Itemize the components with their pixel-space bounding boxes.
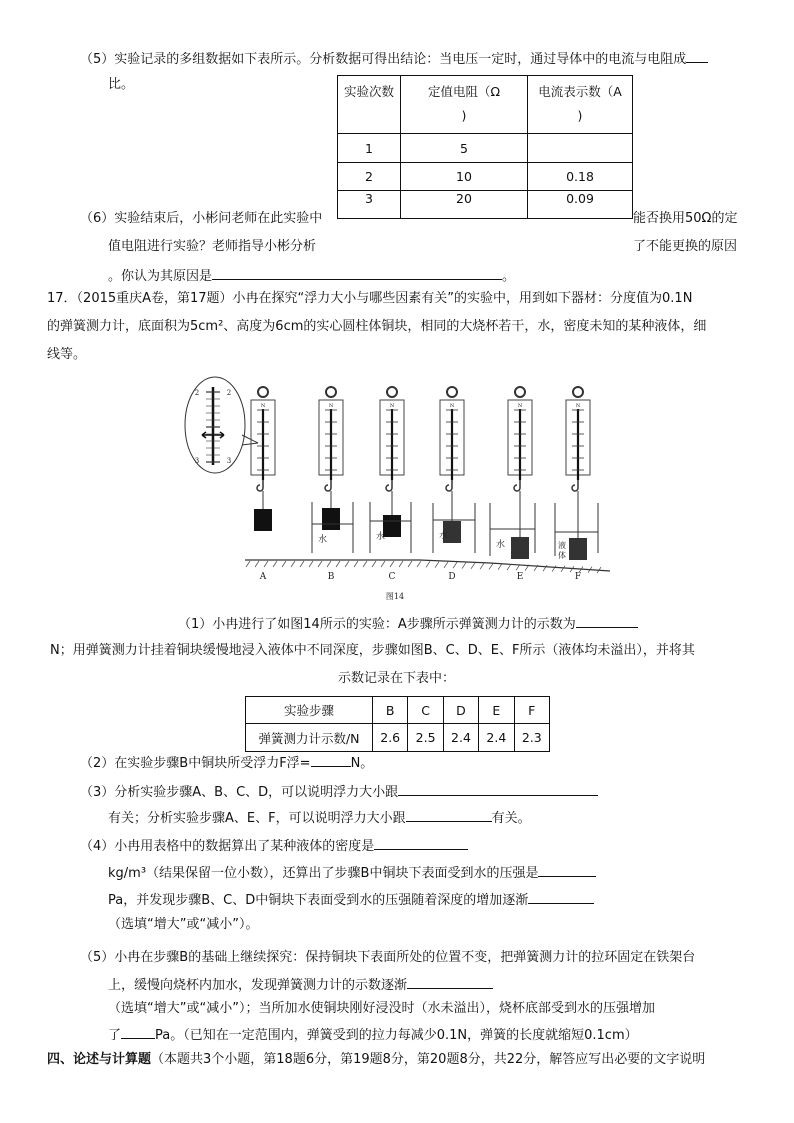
ground-hatch bbox=[471, 563, 475, 569]
copper-block bbox=[322, 508, 340, 530]
q17-part3-text2: 有关；分析实验步骤A、E、F，可以说明浮力大小跟 bbox=[108, 811, 406, 826]
cell: 2 bbox=[338, 163, 401, 191]
pull-ring-icon bbox=[258, 387, 268, 397]
ground-hatch bbox=[399, 561, 403, 567]
unit-label: N bbox=[260, 403, 266, 409]
table-row bbox=[338, 191, 633, 219]
unit-label: N bbox=[389, 403, 395, 409]
answer-blank[interactable] bbox=[406, 808, 492, 822]
ground-hatch bbox=[363, 561, 367, 567]
q17-part4-line3 bbox=[108, 890, 594, 910]
ground-hatch bbox=[255, 561, 259, 567]
q16-part5 bbox=[80, 49, 708, 69]
cell: 2.6 bbox=[373, 724, 408, 752]
header-resistance-text: 定值电阻（Ω bbox=[427, 84, 501, 99]
q17-part2-text: （2）在实验步骤B中铜块所受浮力F浮= bbox=[80, 756, 311, 771]
unit: N。 bbox=[350, 756, 374, 771]
q17-part5-pre: 了 bbox=[108, 1028, 122, 1043]
q17-part4-line1 bbox=[80, 836, 468, 856]
cell: 0.18 bbox=[528, 163, 633, 191]
table-row-values bbox=[246, 724, 550, 752]
ground-hatch bbox=[264, 561, 268, 567]
q17-part4-text2: kg/m³（结果保留一位小数），还算出了步骤B中铜块下表面受到水的压强是 bbox=[108, 866, 539, 881]
ground-hatch bbox=[489, 563, 493, 569]
pull-ring-icon bbox=[447, 387, 457, 397]
ground-hatch bbox=[480, 563, 484, 569]
cell bbox=[528, 134, 633, 163]
q17-part1-line2: N；用弹簧测力计挂着铜块缓慢地浸入液体中不同深度，步骤如图B、C、D、E、F所示（液体均未溢出），并将其 bbox=[50, 643, 695, 658]
ground-hatch bbox=[435, 562, 439, 568]
table-row bbox=[338, 163, 633, 191]
answer-blank[interactable] bbox=[212, 266, 502, 280]
unit-label: N bbox=[328, 403, 334, 409]
zoom-tick-label: 2 bbox=[226, 389, 232, 397]
header-trial: 实验次数 bbox=[338, 76, 401, 134]
q16-part6-line1: （6）实验结束后，小彬问老师在此实验中 bbox=[80, 211, 323, 226]
cell: B bbox=[373, 697, 408, 724]
period: 。 bbox=[502, 269, 516, 284]
table-row-steps bbox=[246, 697, 550, 724]
figure-14-spring-scales bbox=[170, 375, 620, 605]
q17-part3-text: （3）分析实验步骤A、B、C、D，可以说明浮力大小跟 bbox=[80, 785, 399, 800]
ground-hatch bbox=[273, 561, 277, 567]
q17-part3-line1 bbox=[80, 782, 598, 802]
unit-label: N bbox=[449, 403, 455, 409]
spring-scale-D bbox=[433, 387, 475, 553]
step-label-C: C bbox=[388, 572, 396, 582]
cell: 3 bbox=[338, 191, 401, 219]
q17-part3-line2 bbox=[108, 808, 531, 828]
q17-part5-line2 bbox=[108, 975, 493, 995]
answer-blank[interactable] bbox=[686, 49, 708, 63]
cell: 2.5 bbox=[408, 724, 443, 752]
ground-hatch bbox=[372, 561, 376, 567]
q17-intro-line2: 的弹簧测力计，底面积为5cm²、高度为6cm的实心圆柱体铜块，相同的大烧杯若干，水，密度未知的某种液体，细 bbox=[47, 319, 707, 334]
ground-hatch bbox=[336, 561, 340, 567]
answer-blank[interactable] bbox=[407, 975, 493, 989]
header-resistance bbox=[401, 76, 528, 134]
step-label-D: D bbox=[448, 572, 456, 582]
ground-hatch bbox=[390, 561, 394, 567]
copper-block bbox=[254, 509, 272, 531]
ground-hatch bbox=[561, 566, 565, 572]
q16-part6-line3-text: 。你认为其原因是 bbox=[108, 269, 213, 284]
cell: F bbox=[514, 697, 549, 724]
q17-part4-line2 bbox=[108, 863, 596, 883]
table-header-row bbox=[338, 76, 633, 134]
zoom-tick-label: 2 bbox=[194, 389, 200, 397]
ground-hatch bbox=[309, 561, 313, 567]
water-label: 水 bbox=[376, 532, 386, 542]
q17-part1-line3: 示数记录在下表中： bbox=[338, 671, 456, 686]
zoom-tick-label: 3 bbox=[226, 457, 232, 465]
header-current bbox=[528, 76, 633, 134]
figure-caption: 图14 bbox=[385, 592, 405, 601]
q16-part5-end: 比。 bbox=[108, 77, 135, 92]
ground-hatch bbox=[552, 566, 556, 572]
answer-blank[interactable] bbox=[374, 836, 468, 850]
ground-hatch bbox=[498, 564, 502, 570]
q16-part6-line3 bbox=[108, 266, 515, 286]
section-description: （本题共3个小题，第18题6分，第19题8分，第20题8分，共22分，解答应写出必要的文字说明 bbox=[151, 1052, 706, 1067]
q17-part5-text2: 上，缓慢向烧杯内加水，发现弹簧测力计的示数逐渐 bbox=[108, 978, 408, 993]
ground-hatch bbox=[507, 564, 511, 570]
section-4-heading bbox=[47, 1051, 705, 1069]
cell: 5 bbox=[401, 134, 528, 163]
water-label: 水 bbox=[496, 540, 506, 550]
ground-hatch bbox=[408, 561, 412, 567]
copper-block bbox=[383, 515, 401, 537]
cell: E bbox=[479, 697, 514, 724]
ground-hatch bbox=[300, 561, 304, 567]
pull-ring-icon bbox=[387, 387, 397, 397]
header-current-tail: ) bbox=[577, 108, 583, 123]
cell: 10 bbox=[401, 163, 528, 191]
section-title: 四、论述与计算题 bbox=[47, 1052, 152, 1067]
q17-part5-line4 bbox=[108, 1025, 638, 1045]
ground-hatch bbox=[444, 562, 448, 568]
q17-intro-line1: 17．（2015重庆A卷，第17题）小冉在探究“浮力大小与哪些因素有关”的实验中，用到如下器材：分度值为0.1N bbox=[47, 291, 693, 306]
ground-hatch bbox=[327, 561, 331, 567]
ground-hatch bbox=[291, 561, 295, 567]
ground-hatch bbox=[381, 561, 385, 567]
q16-part5-text: （5）实验记录的多组数据如下表所示。分析数据可得出结论：当电压一定时，通过导体中的电流与电阻成 bbox=[80, 52, 687, 67]
step-label-A: A bbox=[259, 572, 267, 582]
hook-icon bbox=[325, 480, 331, 491]
q17-part4-text3: Pa，并发现步骤B、C、D中铜块下表面受到水的压强随着深度的增加逐渐 bbox=[108, 893, 529, 908]
answer-blank[interactable] bbox=[311, 753, 351, 767]
zoom-tick-label: 3 bbox=[194, 457, 200, 465]
hook-icon bbox=[446, 480, 452, 491]
q17-part1-text: （1）小冉进行了如图14所示的实验：A步骤所示弹簧测力计的示数为 bbox=[178, 617, 576, 632]
step-label-E: E bbox=[516, 572, 524, 582]
header-current-text: 电流表示数（A bbox=[538, 84, 622, 99]
row-header: 弹簧测力计示数/N bbox=[246, 724, 373, 752]
q17-part5-line1: （5）小冉在步骤B的基础上继续探究：保持铜块下表面所处的位置不变，把弹簧测力计的拉环固定在铁架台 bbox=[80, 950, 696, 965]
hook-icon bbox=[257, 480, 263, 491]
hook-icon bbox=[572, 480, 578, 491]
q17-part1-line1 bbox=[178, 614, 638, 634]
pull-ring-icon bbox=[573, 387, 583, 397]
ground-hatch bbox=[246, 561, 250, 567]
q16-part6-line2-right: 了不能更换的原因 bbox=[633, 239, 738, 254]
pull-ring-icon bbox=[326, 387, 336, 397]
water-label: 水 bbox=[439, 531, 449, 541]
answer-blank[interactable] bbox=[576, 614, 638, 628]
q16-data-table bbox=[337, 75, 633, 219]
q17-intro-line3: 线等。 bbox=[47, 347, 87, 362]
cell: 20 bbox=[401, 191, 528, 219]
pull-ring-icon bbox=[515, 387, 525, 397]
ground-hatch bbox=[417, 561, 421, 567]
q17-part3-end: 有关。 bbox=[491, 811, 531, 826]
liquid-label: 体 bbox=[558, 551, 566, 560]
q17-part4-line4: （选填“增大”或“减小”）。 bbox=[108, 917, 259, 932]
ground-hatch bbox=[282, 561, 286, 567]
spring-scale-C bbox=[370, 387, 411, 553]
step-label-F: F bbox=[574, 572, 582, 582]
q17-part4-text: （4）小冉用表格中的数据算出了某种液体的密度是 bbox=[80, 839, 375, 854]
unit-label: N bbox=[575, 403, 581, 409]
cell: C bbox=[408, 697, 443, 724]
spring-scale-B bbox=[312, 387, 353, 553]
q16-part6-line2: 值电阻进行实验？老师指导小彬分析 bbox=[108, 239, 317, 254]
q17-part5-post: Pa。（已知在一定范围内，弹簧受到的拉力每减少0.1N，弹簧的长度就缩短0.1cm） bbox=[155, 1028, 638, 1043]
ground-hatch bbox=[453, 562, 457, 568]
ground-hatch bbox=[426, 561, 430, 567]
step-label-B: B bbox=[327, 572, 335, 582]
answer-blank[interactable] bbox=[528, 890, 594, 904]
q17-data-table bbox=[245, 696, 550, 752]
header-resistance-tail: ) bbox=[461, 108, 467, 123]
cell: D bbox=[443, 697, 478, 724]
ground-hatch bbox=[462, 563, 466, 569]
answer-blank[interactable] bbox=[121, 1025, 155, 1039]
q16-part6-line1-right: 能否换用50Ω的定 bbox=[633, 211, 738, 226]
copper-block bbox=[511, 537, 529, 559]
unit-label: N bbox=[517, 403, 523, 409]
cell: 1 bbox=[338, 134, 401, 163]
liquid-label: 液 bbox=[558, 541, 566, 550]
row-header: 实验步骤 bbox=[246, 697, 373, 724]
spring-scale-E bbox=[490, 387, 535, 559]
table-row bbox=[338, 134, 633, 163]
hook-icon bbox=[386, 480, 392, 491]
cell: 0.09 bbox=[528, 191, 633, 219]
spring-scale-F bbox=[555, 387, 598, 560]
answer-blank[interactable] bbox=[398, 782, 598, 796]
cell: 2.4 bbox=[443, 724, 478, 752]
answer-blank[interactable] bbox=[538, 863, 596, 877]
copper-block bbox=[569, 538, 587, 560]
ground-hatch bbox=[345, 561, 349, 567]
q17-part2 bbox=[80, 753, 373, 773]
cell: 2.3 bbox=[514, 724, 549, 752]
q17-part5-line3: （选填“增大”或“减小”）；当所加水使铜块刚好浸没时（水未溢出），烧杯底部受到水的压强增加 bbox=[108, 1001, 655, 1016]
spring-scale-A bbox=[251, 387, 275, 531]
ground-hatch bbox=[354, 561, 358, 567]
ground-hatch bbox=[318, 561, 322, 567]
hook-icon bbox=[514, 480, 520, 491]
cell: 2.4 bbox=[479, 724, 514, 752]
water-label: 水 bbox=[318, 535, 328, 545]
